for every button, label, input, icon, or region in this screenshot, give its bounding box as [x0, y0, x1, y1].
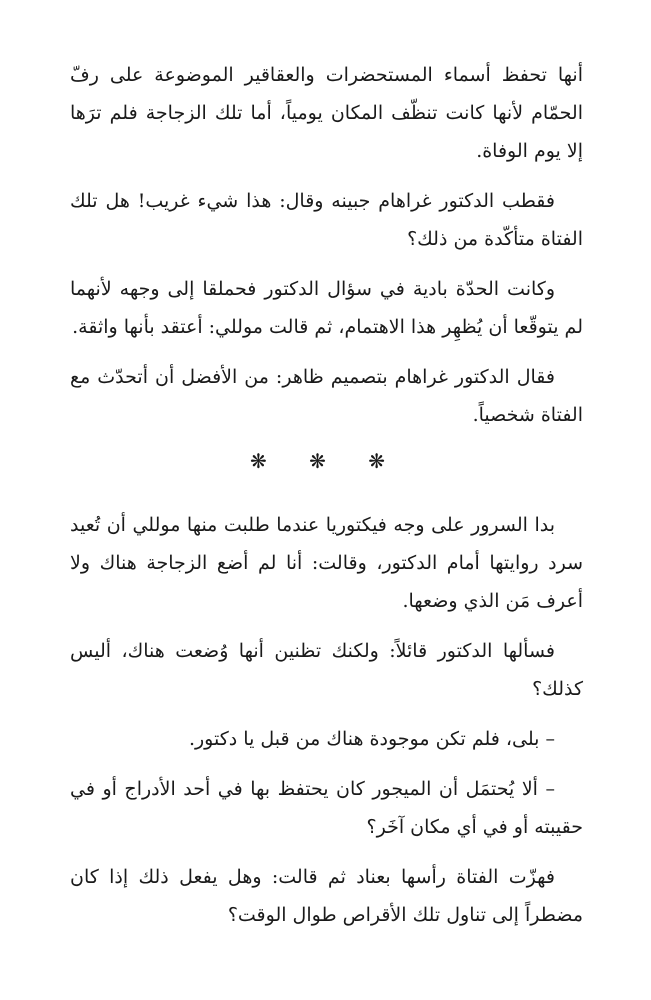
paragraph-girl-shakes-head: فهزّت الفتاة رأسها بعناد ثم قالت: وهل يفعل ذلك إذا كان مضطراً إلى تناول تلك الأقراص طوال الوقت؟	[70, 866, 583, 926]
paragraph-continuation: أنها تحفظ أسماء المستحضرات والعقاقير الموضوعة على رفّ الحمّام لأنها كانت تنظّف المكان يومياً، أما تلك الزجاجة فلم ترَها إلا يوم الوفاة.	[70, 64, 583, 162]
paragraph-doctor-question: فسألها الدكتور قائلاً: ولكنك تظنين أنها وُضعت هناك، أليس كذلك؟	[70, 640, 583, 700]
dialogue-line-yes: – بلى، فلم تكن موجودة هناك من قبل يا دكتور.	[188, 728, 555, 750]
section-separator: ❋ ❋ ❋	[250, 449, 403, 473]
paragraph-graham-frown: فقطب الدكتور غراهام جبينه وقال: هذا شيء غريب! هل تلك الفتاة متأكّدة من ذلك؟	[70, 190, 583, 250]
dialogue-line-major: – ألا يُحتمَل أن الميجور كان يحتفظ بها في أحد الأدراج أو في حقيبته أو في أي مكان آخَر؟	[70, 778, 583, 838]
paragraph-victoria: بدا السرور على وجه فيكتوريا عندما طلبت منها موللي أن تُعيد سرد روايتها أمام الدكتور، وقالت: أنا لم أضع الزجاجة هناك ولا أعرف مَن الذي وضعها.	[70, 514, 583, 612]
paragraph-sharpness: وكانت الحدّة بادية في سؤال الدكتور فحملقا إلى وجهه لأنهما لم يتوقّعا أن يُظهِر هذا الاهتمام، ثم قالت موللي: أعتقد بأنها واثقة.	[70, 278, 583, 338]
paragraph-graham-decision: فقال الدكتور غراهام بتصميم ظاهر: من الأفضل أن أتحدّث مع الفتاة شخصياً.	[70, 366, 583, 426]
